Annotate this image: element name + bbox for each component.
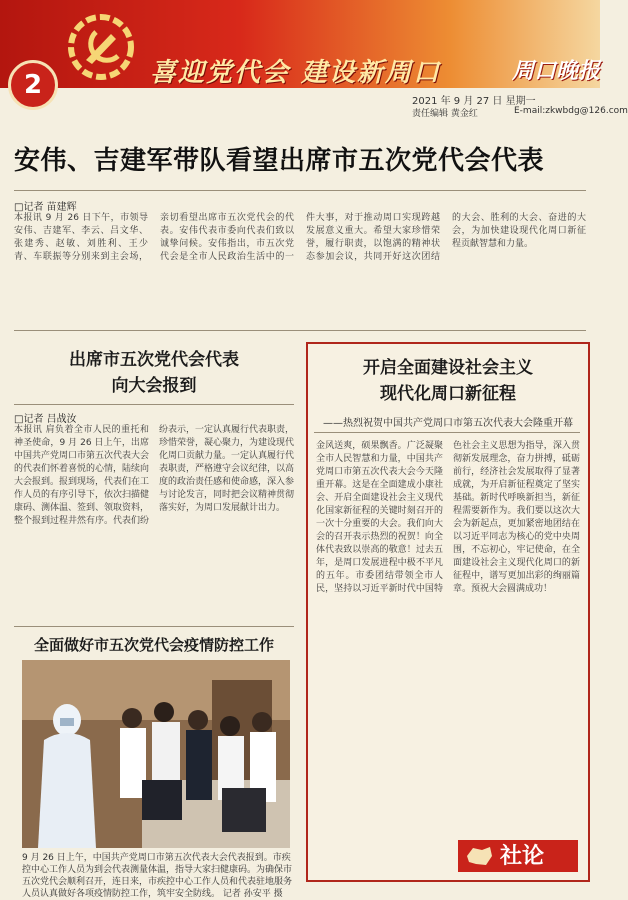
story2-byline: □记者 吕战汝 — [14, 414, 77, 425]
photo-credit: 记者 孙安平 摄 — [222, 889, 283, 899]
editorial-subtitle: ——热烈祝贺中国共产党周口市第五次代表大会隆重开幕 — [323, 418, 573, 429]
issue-date: 2021 年 9 月 27 日 星期一 — [412, 96, 536, 107]
paper-logo: 周口晚报 — [512, 58, 601, 84]
story2-headline-line1: 出席市五次党代会代表 — [69, 350, 239, 370]
map-emblem-icon — [464, 844, 494, 868]
divider — [14, 190, 586, 191]
editorial-headline-line2: 现代化周口新征程 — [380, 384, 516, 404]
story2-body: 本报讯 肩负着全市人民的重托和神圣使命，9 月 26 日上午，出席中国共产党周口市第五次代表大会的代表们怀着喜悦的心情，陆续向大会报到。报到现场，代表们在工作人员的有序引导下，依次扫描健康码、测体温、签到、领取资料，整个报到过程井然有序。代表们纷纷表示，一定认真履行代表职责，珍惜荣誉，凝心聚力，为建设现代化周口贡献力量。一定认真履行代表职责，严格遵守会议纪律，以高度的政治责任感和使命感，深入参与讨论发言，同时把会议精神贯彻落实好，为周口发展献计出力。 — [14, 425, 295, 526]
lead-headline: 安伟、吉建军带队看望出席市五次党代会代表 — [14, 146, 545, 176]
contact-email: E-mail:zkwbdg@126.com — [514, 106, 628, 116]
masthead-slogan: 喜迎党代会 建设新周口 — [150, 58, 442, 88]
divider — [14, 330, 586, 331]
lead-body: 本报讯 9 月 26 日下午，市领导安伟、吉建军、李云、吕文华、张建秀、赵敏、刘胜利、王少青、车联振等分别来到主会场，亲切看望出席市五次党代会的代表。安伟代表市委向代表们致以诚挚问候。安伟指出，市五次党代会是全市人民政治生活中的一件大事，对于推动周口实现跨越发展意义重大。希望大家珍惜荣誉，履行职责，以饱满的精神状态参加会议，共同开好这次团结的大会、胜利的大会、奋进的大会，为加快建设现代化周口新征程贡献智慧和力量。 — [14, 213, 586, 262]
divider — [14, 626, 294, 627]
divider — [14, 404, 294, 405]
photo-caption-text: 9 月 26 日上午，中国共产党周口市第五次代表大会代表报到。市疾控中心工作人员为到会代表测量体温，指导大家扫健康码。为确保市五次党代会顺利召开，连日来，市疾控中心工作人员和代表驻地服务人员认真做好各项疫情防控工作，筑牢安全防线。 — [22, 853, 293, 899]
editorial-tag: 社论 — [500, 843, 545, 869]
story2-headline-line2: 向大会报到 — [111, 376, 197, 396]
news-photo — [22, 660, 290, 848]
lead-byline: □记者 苗建辉 — [14, 202, 77, 213]
divider — [314, 432, 580, 433]
editor-line: 责任编辑 黄金红 — [412, 109, 478, 119]
party-emblem-icon — [56, 12, 146, 82]
photo-story-headline: 全面做好市五次党代会疫情防控工作 — [33, 636, 274, 654]
photo-caption — [22, 852, 294, 900]
editorial-headline-line1: 开启全面建设社会主义 — [363, 358, 533, 378]
page-number: 2 — [8, 60, 58, 110]
editorial-body: 金风送爽，硕果飘香。广泛凝聚全市人民智慧和力量，中国共产党周口市第五次代表大会今天隆重开幕。这是在全面建成小康社会、开启全面建设社会主义现代化国家新征程的关键时刻召开的一次十分重要的大会。我们向大会的召开表示热烈的祝贺！向全体代表致以崇高的敬意！过去五年，是周口发展进程中极不平凡的五年。市委团结带领全市人民，坚持以习近平新时代中国特色社会主义思想为指导，深入贯彻新发展理念，奋力拼搏，砥砺前行，经济社会发展取得了显著成就，为开启新征程奠定了坚实基础。新时代呼唤新担当，新征程需要新作为。我们要以这次大会为新起点，更加紧密地团结在以习近平同志为核心的党中央周围，不忘初心，牢记使命，在全面建设社会主义现代化周口的新征程中，谱写更加出彩的绚丽篇章。预祝大会圆满成功！ — [316, 441, 580, 594]
